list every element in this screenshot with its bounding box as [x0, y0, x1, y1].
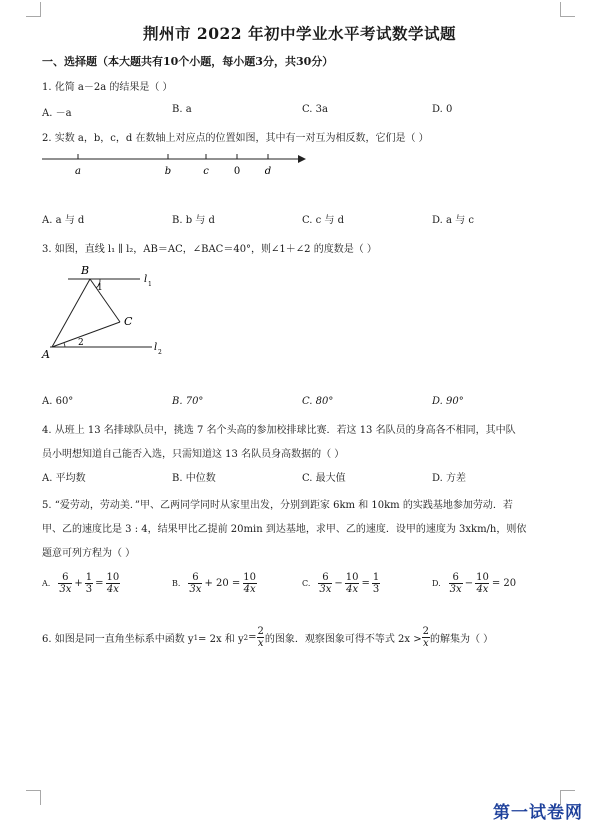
- q5d-frac-1: $\frac{6}{3x}$: [449, 572, 462, 595]
- label-b: b: [164, 166, 172, 177]
- label-d: d: [264, 166, 272, 177]
- label-l1: l: [144, 274, 148, 285]
- footer-brand-logo: 第一试卷网: [493, 803, 583, 823]
- q5a-op: +: [74, 578, 83, 589]
- q5d-op: −: [464, 578, 474, 589]
- q5c-frac-3: $\frac{1}{3}$: [372, 572, 380, 595]
- label-angle-1: 1: [97, 283, 103, 293]
- corner-mark-top-right: [560, 2, 575, 17]
- triangle-figure: [40, 262, 180, 364]
- q5a-eq: =: [95, 578, 104, 589]
- q6-frac-1: $\frac{2}{x}$: [257, 626, 264, 649]
- corner-mark-bottom-left: [26, 790, 41, 805]
- label-c: c: [203, 166, 209, 177]
- q5d-frac-2: $\frac{10}{4x}$: [476, 572, 489, 595]
- question-6-stem: [42, 626, 493, 649]
- q5b-op: + 20 =: [204, 578, 241, 589]
- q6-text-post: 的图象．观察图象可得不等式 2x >: [264, 634, 422, 645]
- q4-option-a: A. 平均数: [42, 473, 86, 484]
- q5b-frac-3: $\frac{10}{4x}$: [243, 572, 257, 595]
- q5-option-a: [42, 572, 120, 595]
- q5a-frac-1: $\frac{6}{3x}$: [59, 572, 72, 595]
- number-line-arrow: [298, 155, 306, 163]
- question-3-stem: 3. 如图，直线 l₁ ∥ l₂，AB＝AC，∠BAC＝40°，则∠1＋∠2 的度数是（ ）: [42, 244, 377, 255]
- question-1-stem: 1. 化简 a－2a 的结果是（ ）: [42, 82, 173, 93]
- q5c-frac-1: $\frac{6}{3x}$: [319, 572, 332, 595]
- q5d-tail: = 20: [491, 578, 517, 589]
- q2-option-a: A. a 与 d: [42, 215, 85, 226]
- q3-option-d: D. 90°: [432, 396, 464, 407]
- label-0: 0: [233, 166, 241, 177]
- q5-option-b: [172, 572, 257, 595]
- section-heading: 一、选择题（本大题共有10个小题，每小题3分，共30分）: [42, 55, 334, 68]
- q6-frac-2: $\frac{2}{x}$: [422, 626, 429, 649]
- label-A: A: [42, 348, 50, 361]
- label-l2-sub: 2: [158, 349, 162, 356]
- label-angle-2: 2: [78, 338, 84, 348]
- q5c-eq: =: [361, 578, 370, 589]
- question-4-line-2: 员小明想知道自己能否入选，只需知道这 13 名队员身高数据的（ ）: [42, 449, 345, 460]
- q1-option-d: D. 0: [432, 104, 453, 115]
- number-line-figure: [40, 148, 310, 182]
- q5d-letter: D.: [432, 579, 441, 588]
- q5b-frac-1: $\frac{6}{3x}$: [189, 572, 202, 595]
- q5c-op: −: [334, 578, 343, 589]
- q2-option-b: B. b 与 d: [172, 215, 215, 226]
- q2-option-c: C. c 与 d: [302, 215, 345, 226]
- q4-option-b: B. 中位数: [172, 473, 216, 484]
- segment-ac: [52, 322, 120, 347]
- corner-mark-top-left: [26, 2, 41, 17]
- page-title: 荆州市 2022 年初中学业水平考试数学试题: [143, 24, 456, 43]
- q5a-frac-3: $\frac{10}{4x}$: [106, 572, 120, 595]
- q1-option-a: A. －a: [42, 108, 72, 119]
- q6-sub-2: 2: [243, 633, 249, 642]
- q3-option-a: A. 60°: [42, 396, 74, 407]
- q2-option-d: D. a 与 c: [432, 215, 474, 226]
- q5b-letter: B.: [172, 579, 181, 588]
- q3-option-b: B. 70°: [172, 396, 204, 407]
- q3-option-c: C. 80°: [302, 396, 334, 407]
- q1-option-b: B. a: [172, 104, 192, 115]
- q6-text-mid: = 2x 和 y: [198, 634, 244, 645]
- label-l2: l: [154, 342, 158, 353]
- segment-ab: [52, 279, 90, 347]
- segment-bc: [90, 279, 120, 322]
- q5c-letter: C.: [302, 579, 311, 588]
- question-5-line-1: 5. “爱劳动，劳动美．”甲、乙两同学同时从家里出发，分别到距家 6km 和 10km 的实践基地参加劳动．若: [42, 500, 513, 511]
- angle-2-arc: [64, 343, 65, 347]
- q6-text-pre: 6. 如图是同一直角坐标系中函数 y: [42, 634, 194, 645]
- q1-option-c: C. 3a: [302, 104, 328, 115]
- q5c-frac-2: $\frac{10}{4x}$: [345, 572, 359, 595]
- q5-option-c: [302, 572, 380, 595]
- q5a-frac-2: $\frac{1}{3}$: [85, 572, 93, 595]
- question-2-stem: 2. 实数 a，b，c，d 在数轴上对应点的位置如图，其中有一对互为相反数，它们是（ ）: [42, 133, 429, 144]
- label-l1-sub: 1: [148, 281, 152, 288]
- q6-text-tail: 的解集为（ ）: [429, 634, 494, 645]
- q5a-letter: A.: [42, 579, 51, 588]
- question-5-line-3: 题意可列方程为（ ）: [42, 548, 136, 559]
- q6-sub-1: 1: [193, 633, 199, 642]
- label-B: B: [81, 264, 90, 277]
- question-5-line-2: 甲、乙的速度比是 3 : 4，结果甲比乙提前 20min 到达基地，求甲、乙的速度．设甲的速度为 3xkm/h，则依: [42, 524, 527, 535]
- q4-option-c: C. 最大值: [302, 473, 346, 484]
- q4-option-d: D. 方差: [432, 473, 467, 484]
- label-C: C: [124, 315, 133, 328]
- question-4-line-1: 4. 从班上 13 名排球队员中，挑选 7 名个头高的参加校排球比赛．若这 13 名队员的身高各不相同，其中队: [42, 425, 516, 436]
- q5-option-d: [432, 572, 516, 595]
- label-a: a: [75, 166, 81, 177]
- q6-text-eq: =: [248, 632, 257, 643]
